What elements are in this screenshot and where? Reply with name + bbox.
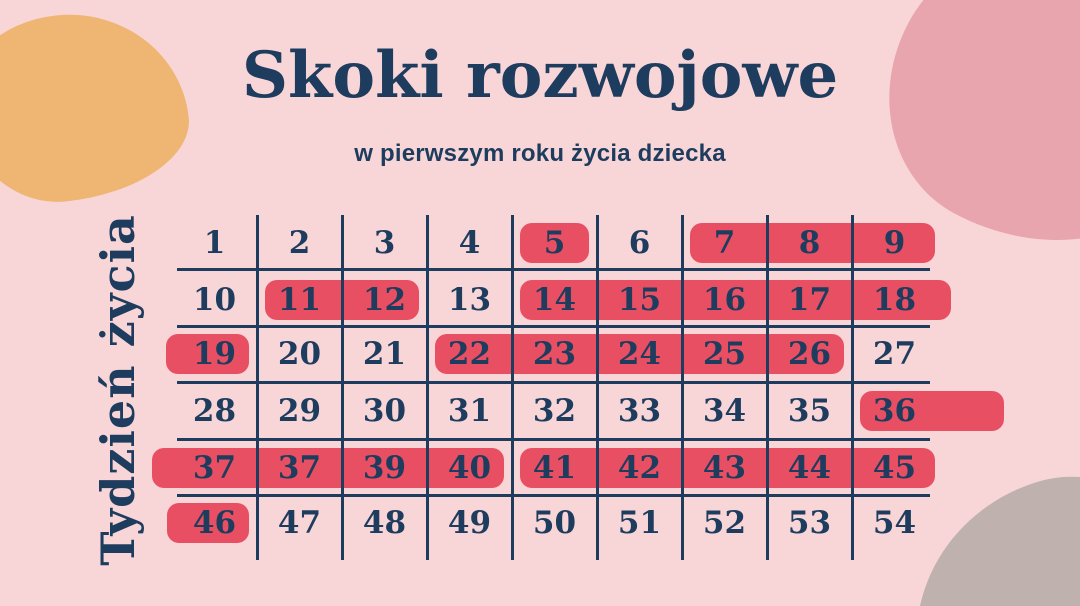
week-cell: 51: [617, 505, 662, 541]
week-cell: 2: [288, 225, 311, 261]
week-cell: 14: [532, 282, 577, 318]
week-cell: 8: [798, 225, 821, 261]
week-cell: 41: [532, 450, 577, 486]
page-title: Skoki rozwojowe: [241, 38, 839, 113]
week-cell: 39: [362, 450, 407, 486]
week-cell: 46: [192, 505, 237, 541]
week-cell: 36: [872, 393, 917, 429]
week-cell: 34: [702, 393, 747, 429]
week-cell: 18: [872, 282, 917, 318]
week-cell: 32: [532, 393, 577, 429]
week-cell: 20: [277, 336, 322, 372]
week-cell: 27: [872, 336, 917, 372]
week-cell: 28: [192, 393, 237, 429]
week-cell: 6: [628, 225, 651, 261]
week-cell: 15: [617, 282, 662, 318]
week-cell: 17: [787, 282, 832, 318]
week-cell: 48: [362, 505, 407, 541]
week-cell: 37: [277, 450, 322, 486]
week-cell: 13: [447, 282, 492, 318]
week-cell: 35: [787, 393, 832, 429]
week-cell: 49: [447, 505, 492, 541]
week-cell: 5: [543, 225, 566, 261]
week-cell: 22: [447, 336, 492, 372]
week-cell: 43: [702, 450, 747, 486]
week-cell: 37: [192, 450, 237, 486]
week-cell: 24: [617, 336, 662, 372]
week-cell: 12: [362, 282, 407, 318]
week-cell: 29: [277, 393, 322, 429]
week-cell: 23: [532, 336, 577, 372]
week-cell: 21: [362, 336, 407, 372]
week-cell: 30: [362, 393, 407, 429]
week-cell: 26: [787, 336, 832, 372]
week-cell: 10: [192, 282, 237, 318]
page-subtitle: w pierwszym roku życia dziecka: [354, 140, 726, 167]
week-cell: 3: [373, 225, 396, 261]
week-cell: 7: [713, 225, 736, 261]
week-cell: 53: [787, 505, 832, 541]
week-cell: 44: [787, 450, 832, 486]
week-cell: 25: [702, 336, 747, 372]
week-cell: 33: [617, 393, 662, 429]
week-cell: 52: [702, 505, 747, 541]
week-cell: 45: [872, 450, 917, 486]
week-cell: 31: [447, 393, 492, 429]
week-cell: 47: [277, 505, 322, 541]
week-cell: 4: [458, 225, 481, 261]
week-cell: 54: [872, 505, 917, 541]
week-cell: 50: [532, 505, 577, 541]
week-cell: 9: [883, 225, 906, 261]
week-cell: 40: [447, 450, 492, 486]
week-cell: 1: [203, 225, 226, 261]
weeks-grid: [172, 215, 937, 561]
week-cell: 42: [617, 450, 662, 486]
week-cell: 19: [192, 336, 237, 372]
week-cell: 16: [702, 282, 747, 318]
y-axis-label: Tydzień życia: [91, 214, 145, 566]
week-cell: 11: [277, 282, 322, 318]
